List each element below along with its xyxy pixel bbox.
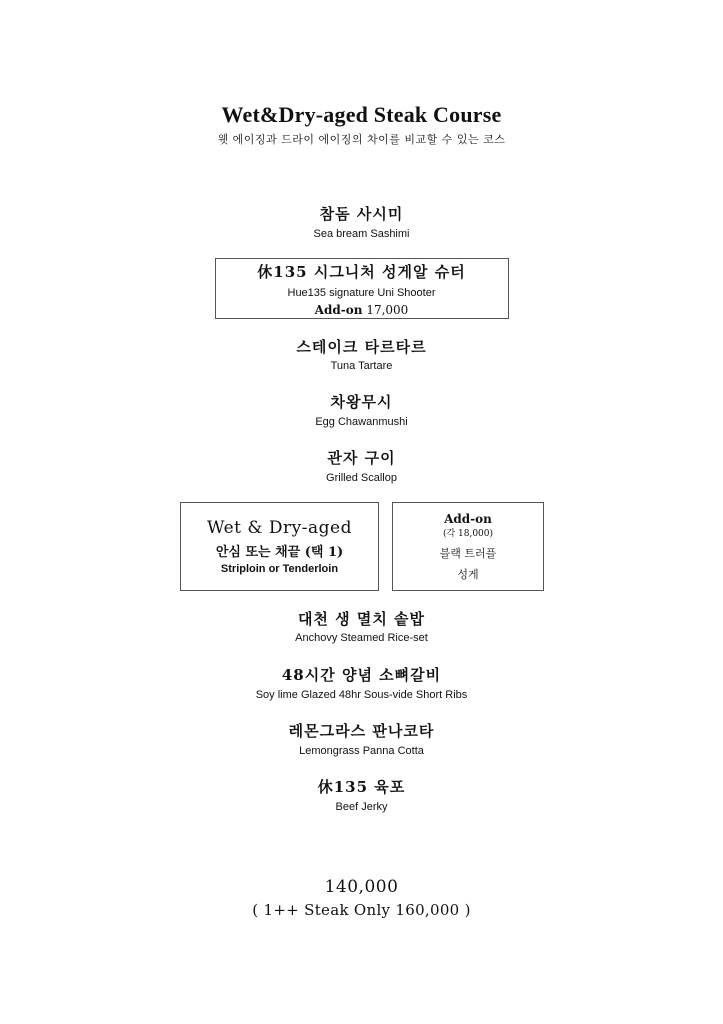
course-subtitle: 웻 에이징과 드라이 에이징의 차이를 비교할 수 있는 코스 (217, 133, 506, 146)
course-price-note: ( 1++ Steak Only 160,000 ) (252, 901, 471, 919)
course-item-kr: 차왕무시 (330, 393, 393, 411)
course-item-en: Lemongrass Panna Cotta (299, 745, 424, 757)
steak-addon-item: 블랙 트러플 (439, 547, 497, 560)
steak-choice: 안심 또는 채끝 (택 1) (215, 545, 344, 560)
steak-box (180, 502, 379, 591)
steak-cuts: Striploin or Tenderloin (220, 563, 339, 575)
steak-addon-label: Add-on (444, 512, 492, 526)
course-price: 140,000 (324, 877, 399, 897)
steak-addon-box (392, 502, 544, 591)
course-item-kr: 레몬그라스 판나코타 (288, 722, 435, 740)
steak-addon-item: 성게 (457, 568, 479, 581)
steak-addon-price-note: (각 18,000) (442, 529, 494, 539)
course-item-kr: 관자 구이 (327, 449, 396, 467)
uni-addon-label: Add-on (314, 303, 363, 317)
steak-title: Wet & Dry-aged (207, 518, 352, 538)
course-item-kr: 참돔 사시미 (319, 205, 404, 223)
course-item-en: Grilled Scallop (326, 472, 397, 484)
course-item-en: Egg Chawanmushi (315, 416, 408, 428)
course-item-kr: 대천 생 멸치 솥밥 (297, 610, 426, 628)
course-item-kr: 休135 육포 (317, 778, 406, 796)
uni-addon-price: 17,000 (366, 303, 409, 317)
course-item-en: Tuna Tartare (330, 360, 393, 372)
course-title: Wet&Dry-aged Steak Course (221, 102, 502, 127)
course-item-en: Sea bream Sashimi (313, 228, 410, 240)
course-item-kr: 48시간 양념 소뼈갈비 (281, 666, 442, 684)
course-item-en: Soy lime Glazed 48hr Sous-vide Short Ribs (255, 689, 468, 701)
uni-addon-line (0, 303, 723, 317)
course-item-kr: 休135 시그니처 성게알 슈터 (257, 263, 466, 281)
course-item-en: Beef Jerky (335, 801, 388, 813)
course-item-kr: 스테이크 타르타르 (296, 338, 427, 356)
course-item-en: Anchovy Steamed Rice-set (295, 632, 428, 644)
course-item-en: Hue135 signature Uni Shooter (287, 287, 436, 299)
